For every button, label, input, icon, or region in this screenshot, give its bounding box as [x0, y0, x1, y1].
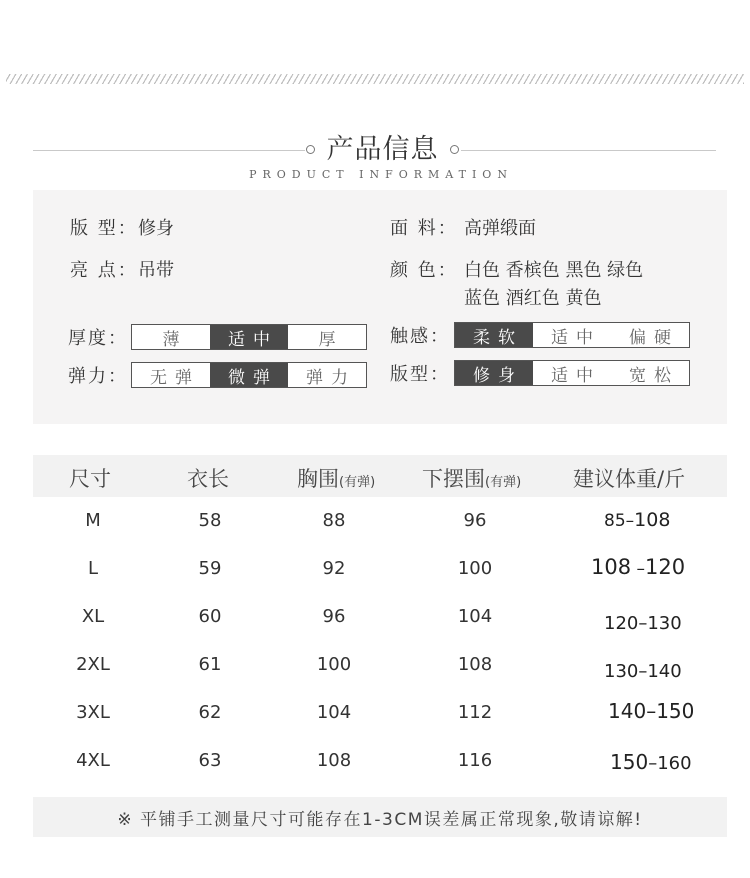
color-label: 颜 色： [390, 260, 458, 281]
fit-type-label: 版型： [390, 364, 450, 385]
fit-type-option-slim: 修身 [455, 361, 533, 385]
fabric-label: 面 料： [390, 218, 458, 239]
elasticity-option-slight: 微弹 [210, 363, 288, 387]
header-hem-note: (有弹) [485, 475, 522, 490]
title-dot-left-icon [306, 145, 315, 154]
bust-cell: 88 [322, 510, 346, 531]
title-line-left [33, 150, 305, 151]
size-cell: 2XL [76, 654, 110, 675]
thickness-label: 厚度： [68, 328, 128, 349]
elasticity-option-stretch: 弹力 [306, 367, 356, 388]
fit-type-option-loose: 宽松 [629, 365, 679, 386]
bust-cell: 100 [316, 654, 352, 675]
measurement-note: ※ 平铺手工测量尺寸可能存在1-3CM误差属正常现象,敬请谅解! [33, 797, 727, 837]
feel-option-medium: 适中 [551, 327, 601, 348]
bust-cell: 96 [322, 606, 346, 627]
size-cell: M [85, 510, 101, 531]
weight-max: 120 [645, 555, 686, 579]
section-subtitle: PRODUCT INFORMATION [249, 168, 513, 181]
weight-cell [604, 661, 682, 682]
thickness-option-medium: 适中 [210, 325, 288, 349]
weight-max: 130 [647, 613, 682, 634]
elasticity-scale [131, 362, 367, 388]
length-cell: 58 [198, 510, 222, 531]
length-cell: 63 [198, 750, 222, 771]
highlight-value: 吊带 [138, 260, 174, 281]
fit-value: 修身 [138, 218, 174, 239]
weight-separator: – [648, 753, 658, 774]
hem-cell: 100 [457, 558, 493, 579]
size-table-header [33, 455, 727, 497]
fabric-value: 高弹缎面 [464, 218, 536, 239]
fit-type-option-regular: 适中 [551, 365, 601, 386]
weight-separator: – [638, 661, 648, 682]
thickness-scale [131, 324, 367, 350]
hem-cell: 112 [457, 702, 493, 723]
fit-label: 版 型： [70, 218, 138, 239]
product-info-panel [33, 190, 727, 424]
bust-cell: 92 [322, 558, 346, 579]
header-bust [297, 463, 375, 493]
weight-separator: – [638, 613, 648, 634]
size-cell: 3XL [76, 702, 110, 723]
size-cell: XL [81, 606, 105, 627]
bust-cell: 104 [316, 702, 352, 723]
feel-option-firm: 偏硬 [629, 327, 679, 348]
weight-min: 150 [610, 750, 649, 774]
hem-cell: 108 [457, 654, 493, 675]
weight-separator: – [631, 559, 645, 579]
header-bust-note: (有弹) [339, 475, 376, 490]
hem-cell: 96 [463, 510, 487, 531]
highlight-label: 亮 点： [70, 260, 138, 281]
weight-min: 85 [604, 511, 626, 531]
weight-cell [604, 613, 682, 634]
elasticity-option-none: 无弹 [150, 367, 200, 388]
header-length: 衣长 [187, 467, 229, 491]
length-cell: 59 [198, 558, 222, 579]
weight-cell [604, 509, 670, 531]
weight-max: 140 [647, 661, 682, 682]
weight-cell [608, 699, 694, 723]
length-cell: 61 [198, 654, 222, 675]
hem-cell: 116 [457, 750, 493, 771]
weight-min: 108 [591, 555, 632, 579]
fit-type-scale [454, 360, 690, 386]
color-value-line2: 蓝色 酒红色 黄色 [464, 288, 602, 309]
weight-min: 120 [604, 613, 639, 634]
header-size: 尺寸 [69, 467, 111, 491]
length-cell: 62 [198, 702, 222, 723]
feel-scale [454, 322, 690, 348]
feel-label: 触感： [390, 326, 450, 347]
title-line-right [461, 150, 716, 151]
thickness-option-thin: 薄 [162, 329, 188, 350]
weight-cell [591, 555, 685, 579]
size-cell: 4XL [76, 750, 110, 771]
weight-max: 160 [657, 753, 692, 774]
weight-max: 108 [634, 509, 671, 531]
size-cell: L [87, 558, 99, 579]
header-weight: 建议体重/斤 [573, 467, 686, 491]
weight-cell [610, 750, 692, 774]
length-cell: 60 [198, 606, 222, 627]
thickness-option-thick: 厚 [318, 329, 344, 350]
bust-cell: 108 [316, 750, 352, 771]
weight-min: 140 [608, 699, 647, 723]
hatched-divider [6, 74, 744, 84]
header-bust-label: 胸围 [297, 467, 339, 491]
weight-separator: – [625, 511, 635, 531]
header-hem [422, 463, 521, 493]
weight-min: 130 [604, 661, 639, 682]
color-value-line1: 白色 香槟色 黑色 绿色 [464, 260, 644, 281]
elasticity-label: 弹力： [68, 366, 128, 387]
section-title: 产品信息 [326, 134, 439, 165]
title-dot-right-icon [450, 145, 459, 154]
feel-option-soft: 柔软 [455, 323, 533, 347]
weight-max: 150 [656, 699, 695, 723]
weight-separator: – [646, 699, 657, 723]
header-hem-label: 下摆围 [422, 467, 485, 491]
hem-cell: 104 [457, 606, 493, 627]
